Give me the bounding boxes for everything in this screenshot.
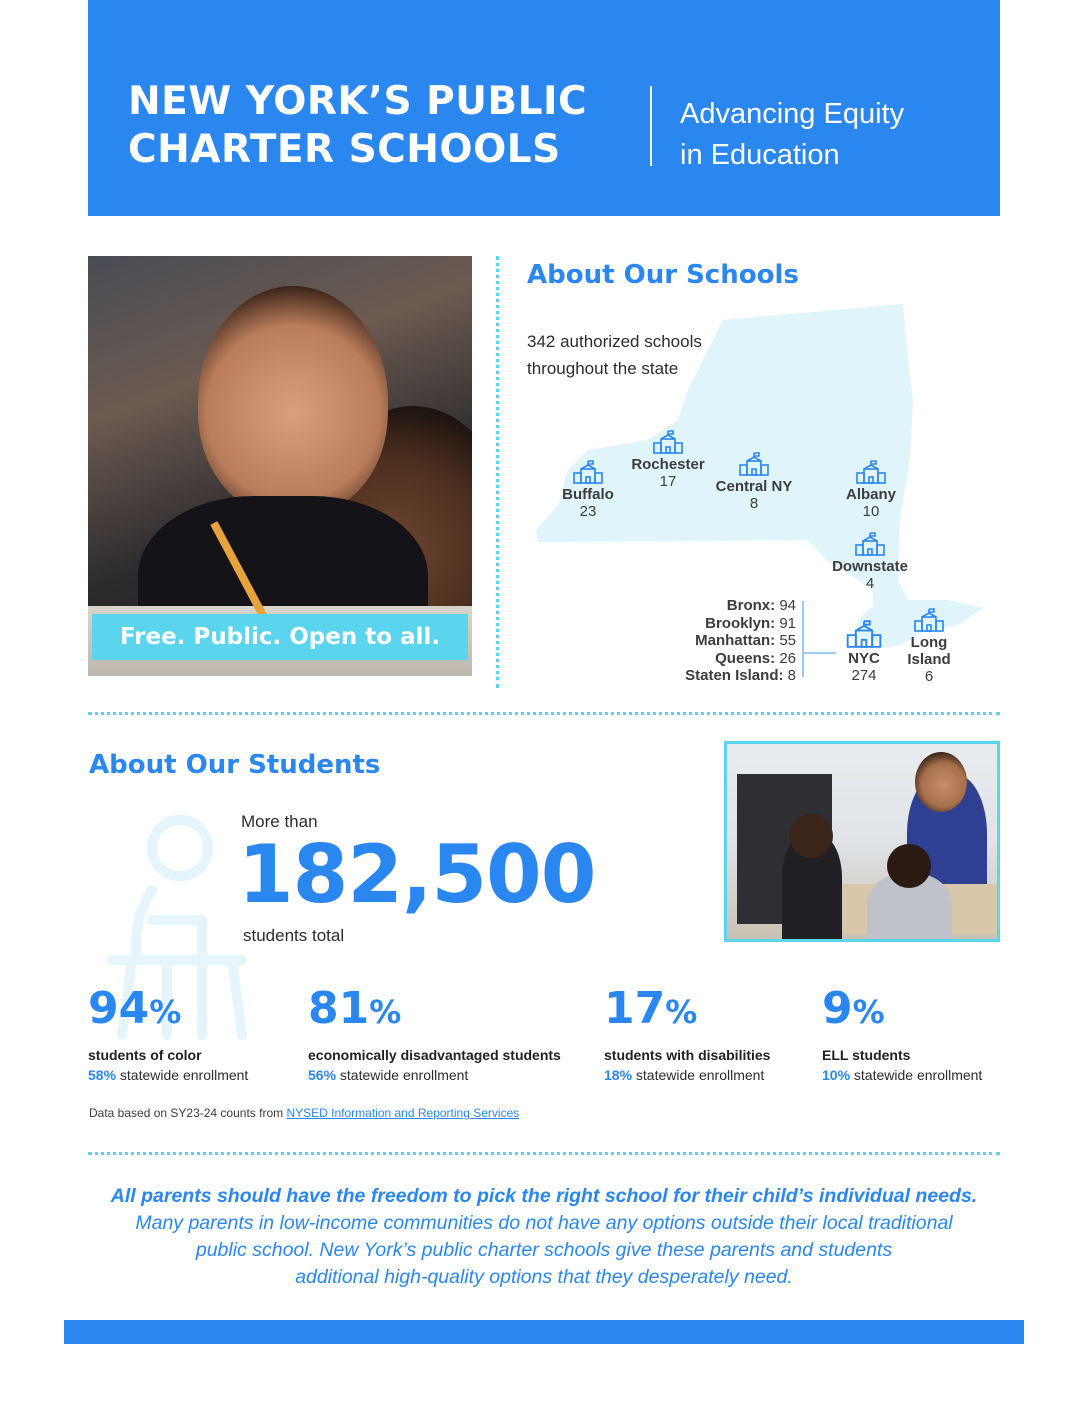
stat-students-of-color <box>88 984 248 1083</box>
region-count: 4 <box>865 575 875 592</box>
stat-value: 94% <box>88 983 182 1034</box>
borough-name: Queens: <box>715 649 776 667</box>
borough-count: 8 <box>787 667 796 685</box>
footer-bar <box>64 1320 1024 1344</box>
hero-photo <box>88 256 472 676</box>
students-heading: About Our Students <box>89 750 381 780</box>
stat-label: students with disabilities <box>604 1047 771 1063</box>
schools-heading: About Our Schools <box>527 260 799 290</box>
region-count: 23 <box>579 503 597 520</box>
borough-name: Staten Island: <box>685 667 784 685</box>
region-name: Rochester <box>631 456 705 473</box>
borough-row <box>685 650 796 668</box>
stat-ell-students <box>822 984 982 1083</box>
stat-label: ELL students <box>822 1047 911 1063</box>
source-link[interactable]: NYSED Information and Reporting Services <box>286 1106 520 1120</box>
schools-note-line2: throughout the state <box>527 359 679 378</box>
source-prefix: Data based on SY23-24 counts from <box>89 1106 284 1120</box>
borough-count: 94 <box>779 597 796 614</box>
school-building-icon <box>653 430 683 454</box>
borough-name: Bronx: <box>726 597 776 614</box>
closing-statement <box>70 1183 1018 1291</box>
schools-total-note <box>527 328 702 382</box>
stat-statewide: 58% statewide enrollment <box>88 1067 249 1083</box>
region-name-line1: Long <box>910 634 948 651</box>
photo-teacher-head <box>915 752 967 812</box>
region-name: Buffalo <box>562 486 614 503</box>
stat-students-with-disabilities <box>604 984 770 1083</box>
stat-statewide: 18% statewide enrollment <box>604 1067 765 1083</box>
closing-line: additional high-quality options that they desperately need. <box>295 1266 793 1288</box>
data-source-note <box>89 1106 519 1120</box>
borough-name: Brooklyn: <box>705 614 776 632</box>
borough-count: 91 <box>779 614 796 632</box>
closing-line: Many parents in low-income communities do not have any options outside their local traditional <box>135 1212 953 1234</box>
schools-note-line1: 342 authorized schools <box>527 332 702 351</box>
borough-count: 55 <box>779 632 796 650</box>
region-rochester <box>626 430 710 490</box>
photo-student-1-head <box>789 814 833 858</box>
horizontal-dotted-divider <box>88 712 1000 715</box>
page-title-line1: NEW YORK’S PUBLIC <box>128 79 588 124</box>
region-albany <box>838 460 904 520</box>
borough-count: 26 <box>779 649 796 667</box>
region-central-ny <box>706 452 802 512</box>
school-building-icon <box>856 460 886 484</box>
borough-row <box>685 615 796 633</box>
region-name: Downstate <box>832 558 908 575</box>
school-building-icon <box>573 460 603 484</box>
region-count: 17 <box>659 473 677 490</box>
header-divider <box>650 86 652 166</box>
closing-lead: All parents should have the freedom to pick the right school for their child’s individual needs. <box>110 1185 978 1207</box>
stat-value: 81% <box>308 983 402 1034</box>
school-building-icon <box>914 608 944 632</box>
stat-statewide: 56% statewide enrollment <box>308 1067 469 1083</box>
stat-label: students of color <box>88 1047 202 1063</box>
students-total-number: 182,500 <box>238 828 596 921</box>
students-total-label: students total <box>243 926 345 945</box>
region-name: Central NY <box>715 478 793 495</box>
stat-economically-disadvantaged <box>308 984 561 1083</box>
horizontal-dotted-divider <box>88 1152 1000 1155</box>
hero-tagline: Free. Public. Open to all. <box>92 614 468 660</box>
page-subtitle <box>680 94 904 176</box>
region-buffalo <box>558 460 618 520</box>
borough-name: Manhattan: <box>695 632 776 650</box>
region-long-island <box>900 608 958 685</box>
page-subtitle-line1: Advancing Equity <box>680 98 905 130</box>
nyc-borough-list <box>685 597 796 685</box>
header-banner <box>88 0 1000 216</box>
closing-line: public school. New York’s public charter schools give these parents and students <box>195 1239 893 1261</box>
school-building-icon <box>846 620 882 648</box>
school-building-icon <box>855 532 885 556</box>
stat-label: economically disadvantaged students <box>308 1047 561 1063</box>
page-title <box>128 78 628 174</box>
region-name: NYC <box>848 650 880 667</box>
region-count: 274 <box>851 667 877 684</box>
region-name: Albany <box>845 486 896 503</box>
photo-student-2-head <box>887 844 931 888</box>
more-than-label: More than <box>241 812 318 831</box>
region-nyc <box>838 620 890 684</box>
stat-value: 9% <box>822 983 885 1034</box>
borough-row <box>685 597 796 615</box>
region-count: 10 <box>862 503 880 520</box>
school-building-icon <box>739 452 769 476</box>
page-title-line2: CHARTER SCHOOLS <box>128 127 561 172</box>
borough-connector-line <box>804 652 836 654</box>
region-count: 8 <box>749 495 759 512</box>
borough-row <box>685 667 796 685</box>
region-name-line2: Island <box>907 651 951 668</box>
stat-value: 17% <box>604 983 698 1034</box>
photo-figure-student <box>198 286 388 516</box>
region-downstate <box>824 532 916 592</box>
page-subtitle-line2: in Education <box>680 139 840 171</box>
borough-bracket-line <box>802 601 804 677</box>
region-count: 6 <box>924 668 934 685</box>
vertical-dotted-divider <box>496 256 499 688</box>
classroom-photo <box>724 741 1000 942</box>
stat-statewide: 10% statewide enrollment <box>822 1067 983 1083</box>
borough-row <box>685 632 796 650</box>
